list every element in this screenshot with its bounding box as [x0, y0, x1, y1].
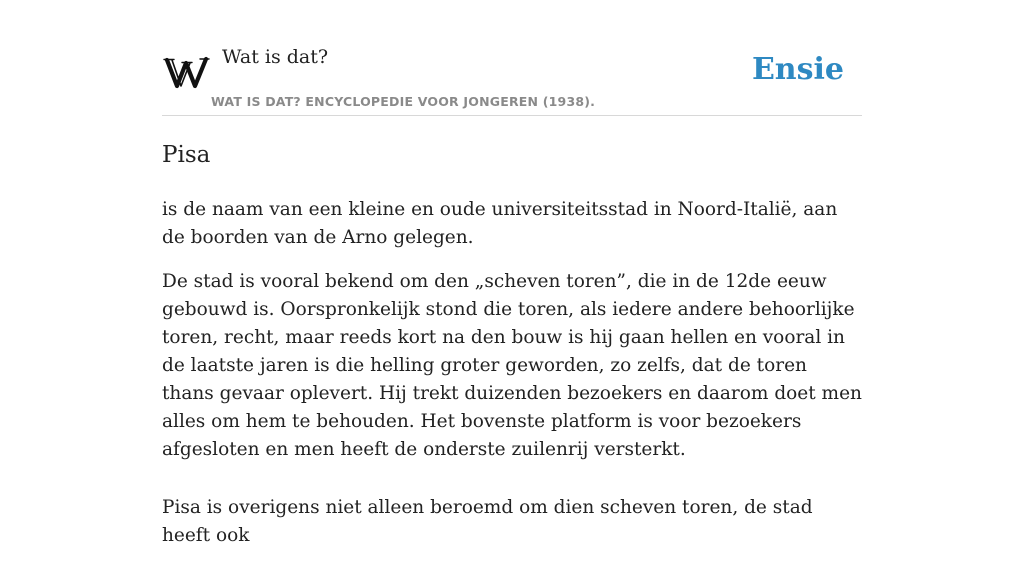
site-subtitle: WAT IS DAT? ENCYCLOPEDIE VOOR JONGEREN (1938).	[211, 94, 596, 109]
article-paragraph: De stad is vooral bekend om den „scheven toren”, die in de 12de eeuw gebouwd is. Oorspronkelijk stond die toren, als iedere andere behoorlijke toren, recht, maar reeds kort na den bouw is hij gaan hellen en vooral in de laatste jaren is die helling groter geworden, zo zelfs, dat de toren thans gevaar oplevert. Hij trekt duizenden bezoekers en daarom doet men alles om hem te behouden. Het bovenste platform is voor bezoekers afgesloten en men heeft de onderste zuilenrij versterkt.	[162, 271, 862, 460]
article-title: Pisa	[162, 142, 211, 168]
brand-logo-link[interactable]: Ensie	[751, 52, 844, 87]
article	[162, 138, 862, 566]
article-paragraph: Pisa is overigens niet alleen beroemd om dien scheven toren, de stad heeft ook	[162, 497, 813, 546]
site-title[interactable]: Wat is dat?	[222, 46, 329, 68]
wikipedia-w-icon[interactable]	[164, 50, 210, 94]
article-paragraph: is de naam van een kleine en oude universiteitsstad in Noord-Italië, aan de boorden van de Arno gelegen.	[162, 199, 838, 248]
header	[162, 40, 862, 116]
